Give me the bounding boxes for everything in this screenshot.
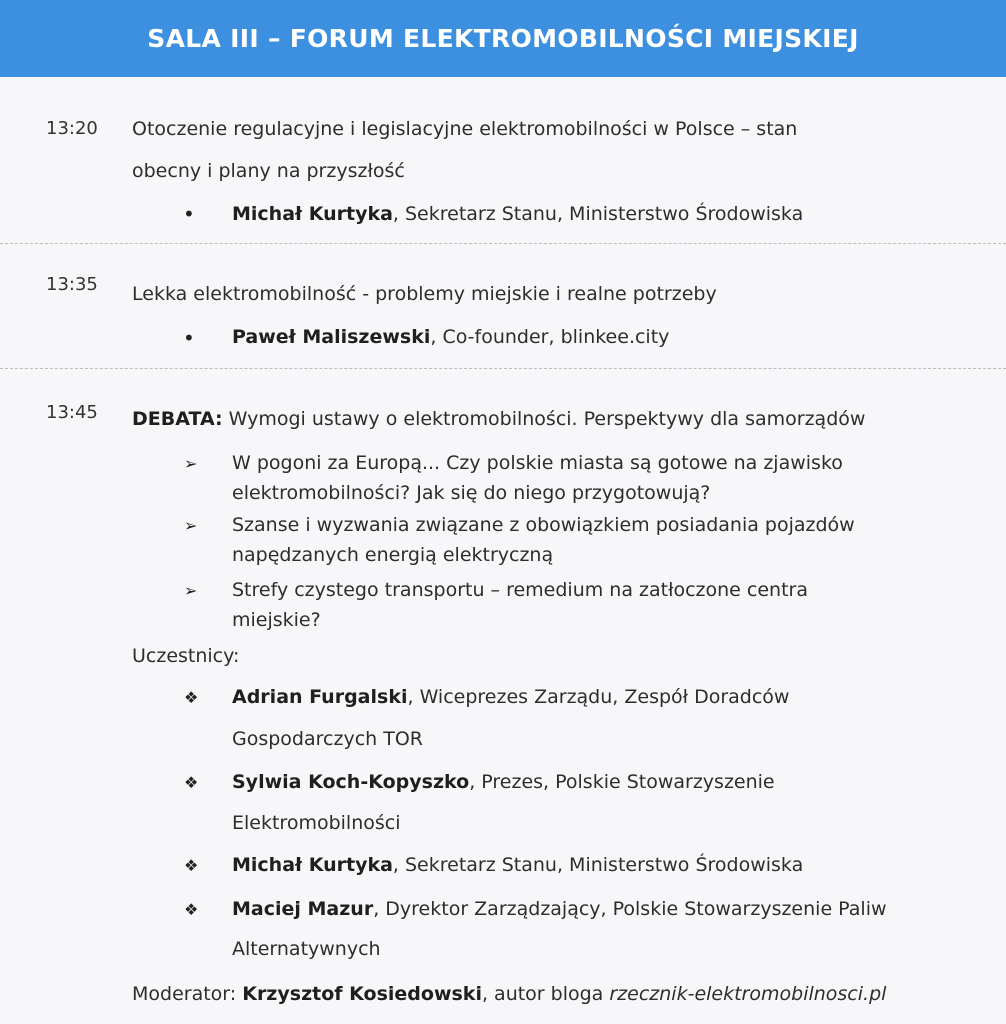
topic-item-cont: miejskie? [232,609,321,631]
participant [232,771,775,793]
diamond-icon: ❖ [184,900,199,919]
session-title [132,408,865,430]
session-title-cont: obecny i plany na przyszłość [132,160,405,182]
moderator-blog: rzecznik-elektromobilnosci.pl [609,983,887,1005]
debate-label: DEBATA: [132,408,223,430]
moderator-name: Krzysztof Kosiedowski [242,983,482,1005]
bullet-icon: • [183,326,195,350]
session-title: Otoczenie regulacyjne i legislacyjne elektromobilności w Polsce – stan [132,118,798,140]
participant-role: , Sekretarz Stanu, Ministerstwo Środowiska [392,854,804,876]
session-time: 13:35 [46,274,98,295]
moderator-label: Moderator: [132,983,243,1005]
speaker [232,326,669,348]
participant-name: Adrian Furgalski [232,686,408,708]
diamond-icon: ❖ [184,688,199,707]
moderator-role: , autor bloga [481,983,610,1005]
header-banner [0,0,1006,77]
topic-item: W pogoni za Europą... Czy polskie miasta są gotowe na zjawisko [232,452,843,474]
bullet-icon: • [183,202,195,226]
participant-name: Michał Kurtyka [232,854,393,876]
diamond-icon: ❖ [184,856,199,875]
participant-role: , Dyrektor Zarządzający, Polskie Stowarzyszenie Paliw [373,898,887,920]
divider [0,243,1006,244]
session-time: 13:20 [46,118,98,139]
topic-item: Szanse i wyzwania związane z obowiązkiem posiadania pojazdów [232,514,855,536]
participant-role: , Prezes, Polskie Stowarzyszenie [469,771,775,793]
participant [232,686,789,708]
diamond-icon: ❖ [184,773,199,792]
topic-item-cont: elektromobilności? Jak się do niego przygotowują? [232,482,711,504]
arrow-icon: ➢ [184,454,198,473]
participant-role-cont: Elektromobilności [232,812,401,834]
participant-role: , Wiceprezes Zarządu, Zespół Doradców [407,686,790,708]
speaker-name: Michał Kurtyka [232,203,393,225]
participants-label: Uczestnicy: [132,645,240,667]
speaker-role: , Sekretarz Stanu, Ministerstwo Środowiska [392,203,804,225]
arrow-icon: ➢ [184,581,198,600]
participant [232,898,887,920]
participant-role-cont: Alternatywnych [232,938,381,960]
header-title: SALA III – FORUM ELEKTROMOBILNOŚCI MIEJSKIEJ [147,24,859,53]
moderator [132,983,886,1005]
debate-title: Wymogi ustawy o elektromobilności. Perspektywy dla samorządów [222,408,866,430]
participant [232,854,803,876]
participant-role-cont: Gospodarczych TOR [232,728,423,750]
speaker-role: , Co-founder, blinkee.city [430,326,670,348]
participant-name: Sylwia Koch-Kopyszko [232,771,470,793]
divider [0,368,1006,369]
topic-item: Strefy czystego transportu – remedium na zatłoczone centra [232,579,808,601]
session-title: Lekka elektromobilność - problemy miejskie i realne potrzeby [132,283,717,305]
speaker-name: Paweł Maliszewski [232,326,431,348]
speaker [232,203,803,225]
arrow-icon: ➢ [184,516,198,535]
topic-item-cont: napędzanych energią elektryczną [232,544,554,566]
session-time: 13:45 [46,402,98,423]
participant-name: Maciej Mazur [232,898,374,920]
